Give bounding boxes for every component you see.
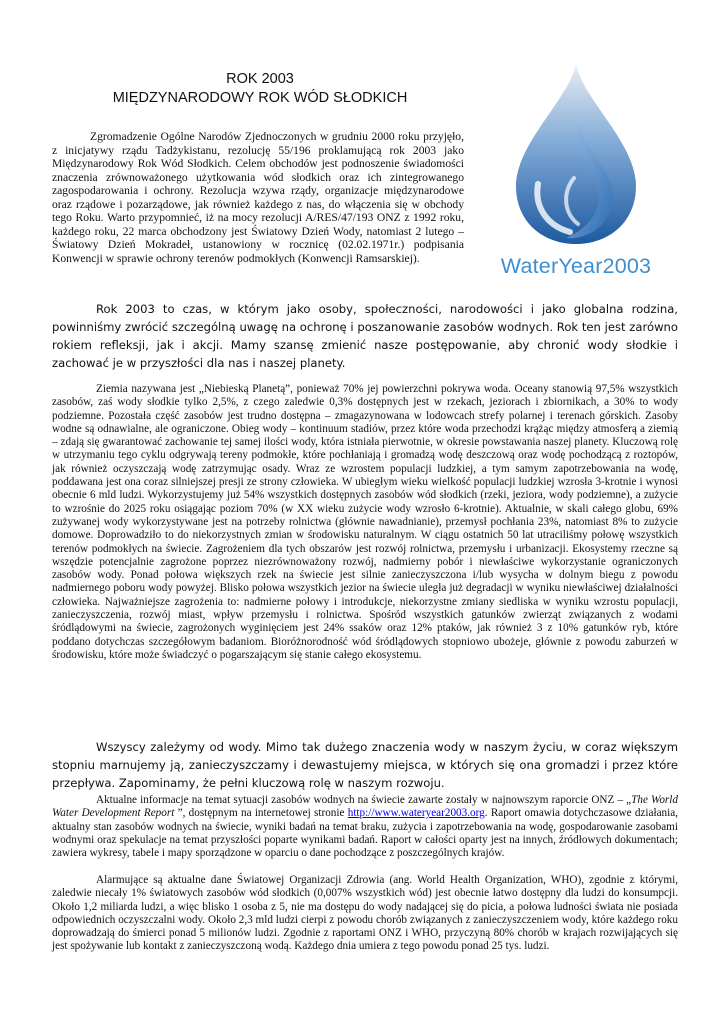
title-line-main: MIĘDZYNARODOWY ROK WÓD SŁODKICH (112, 90, 408, 106)
intro-paragraph: Zgromadzenie Ogólne Narodów Zjednoczonych w grudniu 2000 roku przyjęło, z inicjatywy rządu Tadżykistanu, rezolucję 55/196 proklamującą rok 2003 jako Międzynarodowy Rok Wód Słodkich. Celem obchodów jest podnoszenie świadomości znaczenia zrównoważonego użytkowania wód słodkich oraz ich zintegrowanego zagospodarowania i ochrony. Rezolucja wzywa rządy, organizacje międzynarodowe oraz rządowe i pozarządowe, jak również każdego z nas, do włączenia się w obchody tego Roku. Warto przypomnieć, iż na mocy rezolucji A/RES/47/193 ONZ z 1992 roku, każdego roku, 22 marca obchodzony jest Światowy Dzień Wody, natomiast 2 lutego – Światowy Dzień Mokradeł, ustanowiony w rocznicę (02.02.1971r.) podpisania Konwencji w sprawie ochrony terenów podmokłych (Konwencji Ramsarskiej). (52, 130, 464, 265)
report-description-text: . Raport omawia dotychczasowe działania, aktualny stan zasobów wodnych na świecie, wyniki badań na temat braku, zużycia i zapotrzebowania na wodę, gospodarowanie zasobami wodnymi oraz spekulacje na temat przyszłości poparte wynikami badań. Raport w całości oparty jest na innych, źródłowych dokumentach; zawiera wykresy, tabele i mapy sporządzone w oparciu o dane pochodzące z poszczególnych krajów. (52, 807, 678, 860)
highlight-paragraph-2: Wszyscy zależymy od wody. Mimo tak dużego znaczenia wody w naszym życiu, w coraz większym stopniu marnujemy ją, zanieczyszczamy i dewastujemy miejsca, w których się ona gromadzi i przez które przepływa. Zapominamy, że pełni kluczową rolę w naszym rozwoju. (52, 740, 678, 790)
title-line-year: ROK 2003 (226, 71, 294, 87)
water-drop-icon (478, 58, 674, 248)
report-title: The World Water Development Report (52, 794, 678, 820)
highlight-paragraph-1: Rok 2003 to czas, w którym jako osoby, społeczności, narodowości i jako globalna rodzina, powinniśmy zwrócić szczególną uwagę na ochronę i poszanowanie zasobów wodnych. Rok ten jest zarówno rokiem refleksji, jak i akcji. Mamy szansę zmienić nasze postępowanie, aby chronić wody słodkie i zachować je w przyszłości dla nas i naszej planety. (52, 302, 678, 370)
wateryear-link[interactable]: http://www.wateryear2003.org (347, 807, 485, 820)
body-paragraph-5: Alarmujące są aktualne dane Światowej Organizacji Zdrowia (ang. World Health Organization, WHO), zgodnie z którymi, zaledwie niecały 1% światowych zasobów wód słodkich (0,007% wszystkich wód) jest obecnie łatwo dostępny dla ludzi do konsumpcji. Około 1,2 miliarda ludzi, a więc blisko 1 osoba z 5, nie ma dostępu do wody nadającej się do picia, a połowa ludności świata nie posiada odpowiednich oczyszczalni wody. Około 2,3 mld ludzi cierpi z powodu chorób związanych z zanieczyszczeniem wody, które każdego roku doprowadzają do śmierci ponad 5 milionów ludzi. Zgodnie z raportami ONZ i WHO, przyczyną 80% chorób w krajach rozwijających się jest spożywanie lub kontakt z zanieczyszczoną wodą. Każdego dnia umiera z tego powodu ponad 25 tys. ludzi. (52, 874, 678, 953)
report-intro-text: Aktualne informacje na temat sytuacji zasobów wodnych na świecie zawarte zostały w najnowszym raporcie ONZ – „ (96, 794, 632, 806)
logo-text: WaterYear2003 (500, 254, 652, 278)
report-middle-text: ”, dostępnym na internetowej stronie (174, 807, 348, 820)
body-paragraph-4 (52, 794, 678, 860)
body-paragraph-2: Ziemia nazywana jest „Niebieską Planetą”, ponieważ 70% jej powierzchni pokrywa woda. Oceany stanowią 97,5% wszystkich zasobów, zaś wody słodkie tylko 2,5%, z czego zaledwie 0,3% dostępnych jest w rzekach, jeziorach i zbiornikach, a 30% to wody podziemne. Pozostała część zasobów jest trudno dostępna – zmagazynowana w lodowcach strefy polarnej i terenach górskich. Zasoby wodne są odnawialne, ale ograniczone. Obieg wody – kontinuum stadiów, przez które woda przechodzi krążąc między atmosferą a ziemią – zdają się gwarantować zachowanie tej samej ilości wody, która istniała pierwotnie, w okresie powstawania naszej planety. Kluczową rolę w utrzymaniu tego cyklu odgrywają tereny podmokłe, które pochłaniają i gromadzą wodę deszczową oraz wodę pochodzącą z roztopów, jak również oczyszczają wodę zatrzymując osady. Wraz ze wzrostem populacji ludzkiej, a tym samym zapotrzebowania na wodę, poddawana jest ona coraz silniejszej presji ze strony człowieka. W ubiegłym wieku wielkość populacji ludzkiej wzrosła 3-krotnie i wynosi obecnie 6 mld ludzi. Wykorzystujemy już 54% wszystkich dostępnych zasobów wód słodkich (rzeki, jeziora, wody podziemne), a zużycie to wzrośnie do 2025 roku osiągając poziom 70% (w XX wieku zużycie wody wzrosło 6-krotnie). Aktualnie, w skali całego globu, 69% zużywanej wody wykorzystywane jest na potrzeby rolnictwa (głównie nawadnianie), przemysł pochłania 23%, natomiast 8% to zużycie domowe. Doprowadziło to do niekorzystnych zmian w środowisku naturalnym. W ciągu ostatnich 50 lat utraciliśmy połowę wszystkich terenów podmokłych na świecie. Zagrożeniem dla tych obszarów jest rozwój rolnictwa, przemysłu i urbanizacji. Ekosystemy rzeczne są wszędzie potencjalnie zagrożone poprzez niezrównoważony rozwój, nadmierny pobór i niewłaściwe wykorzystanie ograniczonych zasobów wody. Ponad połowa większych rzek na świecie jest silnie zanieczyszczona i/lub wysycha w dolnym biegu z powodu nadmiernego poboru wody powyżej. Blisko połowa wszystkich jezior na świecie uległa już degradacji w wyniku niewłaściwej działalności człowieka. Najważniejsze zagrożenia to: nadmierne połowy i introdukcje, niekorzystne zmiany siedliska w wyniku wzrostu populacji, zanieczyszczenia, rozwój miast, wpływ przemysłu i rolnictwa. Spośród wszystkich gatunków zwierząt związanych z wodami śródlądowymi na świecie, zagrożonych wyginięciem jest 24% ssaków oraz 12% ptaków, jak również 3 z 10% gatunków ryb, które poddano dotychczas szczegółowym badaniom. Bioróżnorodność wód śródlądowych stopniowo ubożeje, głównie z powodu zaburzeń w środowisku, które może świadczyć o pogarszającym się stanie całego ekosystemu. (52, 383, 678, 661)
document-title (60, 70, 460, 108)
water-year-logo (478, 58, 674, 288)
